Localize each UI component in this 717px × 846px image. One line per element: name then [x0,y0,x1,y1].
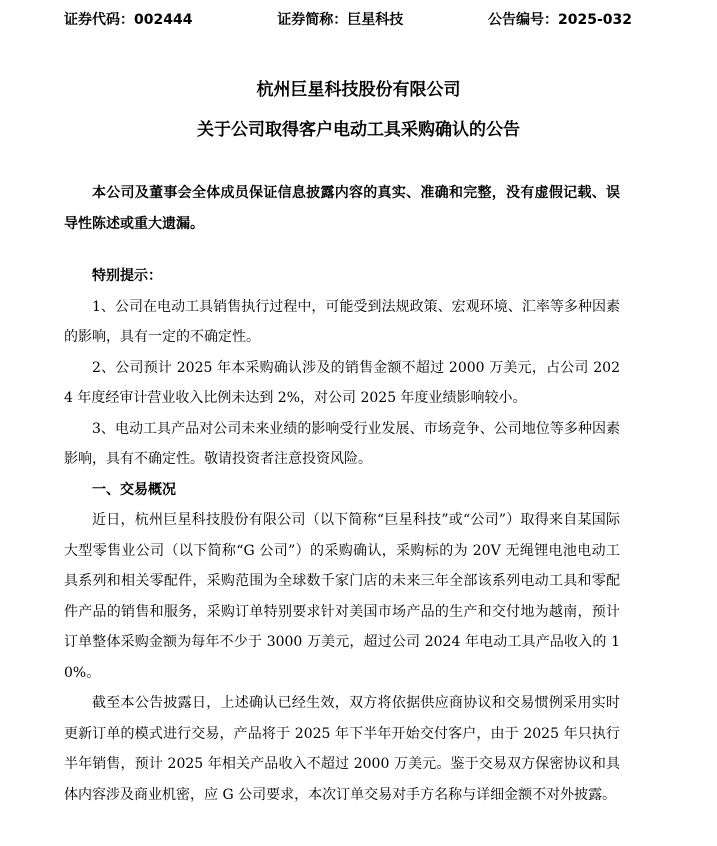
board-statement: 本公司及董事会全体成员保证信息披露内容的真实、准确和完整，没有虚假记载、误导性陈述或重大遗漏。 [64,185,620,232]
special-notice-item-2: 2、公司预计 2025 年本采购确认涉及的销售金额不超过 2000 万美元，占公司 2024 年度经审计营业收入比例未达到 2%，对公司 2025 年度业绩影响较小。 [64,359,620,406]
notice-title: 关于公司取得客户电动工具采购确认的公告 [197,120,520,140]
company-title: 杭州巨星科技股份有限公司 [256,80,461,100]
special-notice-heading: 特别提示： [92,268,162,284]
notice-number: 公告编号：2025-032 [487,12,632,28]
stock-abbreviation: 证券简称：巨星科技 [277,12,404,28]
section-heading-transaction-overview: 一、交易概况 [92,481,176,498]
document-header [64,10,632,30]
special-notice-item-3: 3、电动工具产品对公司未来业绩的影响受行业发展、市场竞争、公司地位等多种因素影响，具有不确定性。敬请投资者注意投资风险。 [64,420,620,467]
section-paragraph-2: 截至本公告披露日，上述确认已经生效，双方将依据供应商协议和交易惯例采用实时更新订单的模式进行交易，产品将于 2025 年下半年开始交付客户，由于 2025 年只执行半年销售，预计 2025 年相关产品收入不超过 2000 万美元。鉴于交易双方保密协议和具体内容涉及商业机密，应 G 公司要求，本次订单交易对手方名称与详细金额不对外披露。 [64,695,620,803]
stock-code: 证券代码：002444 [64,12,193,28]
document-body [64,178,620,810]
special-notice-item-1: 1、公司在电动工具销售执行过程中，可能受到法规政策、宏观环境、汇率等多种因素的影响，具有一定的不确定性。 [64,298,620,345]
section-paragraph-1: 近日，杭州巨星科技股份有限公司（以下简称“巨星科技”或“公司”）取得来自某国际大型零售业公司（以下简称“G 公司”）的采购确认，采购标的为 20V 无绳锂电池电动工具系列和相关零配件，采购范围为全球数千家门店的未来三年全部该系列电动工具和零配件产品的销售和服务，采购订单特别要求针对美国市场产品的生产和交付地为越南，预计订单整体采购金额为每年不少于 3000 万美元，超过公司 2024 年电动工具产品收入的 10%。 [64,512,620,681]
